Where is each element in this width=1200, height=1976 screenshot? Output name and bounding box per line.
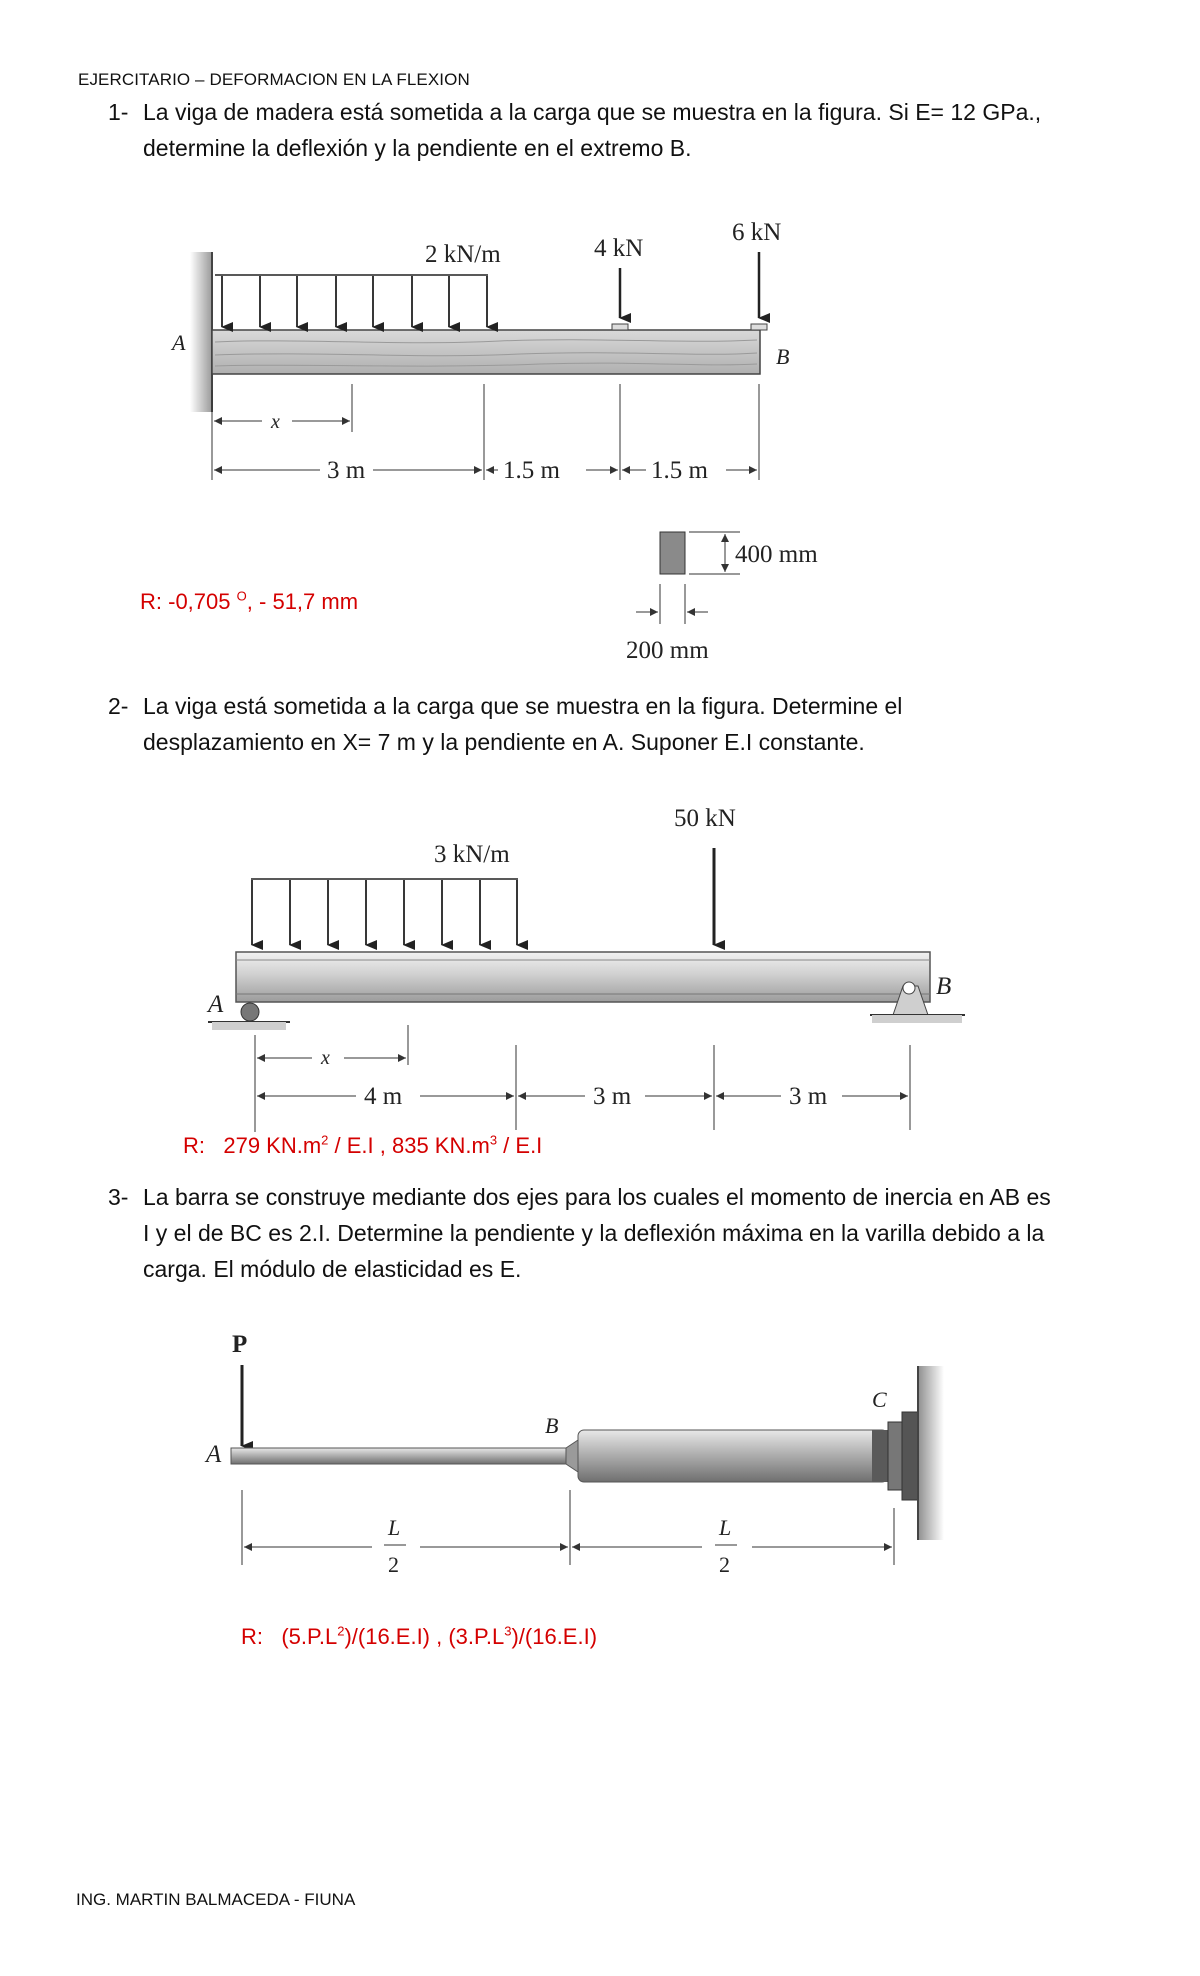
shaft-ab [231,1448,566,1464]
dim-4m: 4 m [364,1083,403,1110]
section-height-label: 400 mm [735,541,818,568]
page-footer: ING. MARTIN BALMACEDA - FIUNA [76,1890,356,1909]
point-load-4kn-label: 4 kN [594,235,644,262]
answer-3-part2-tail: )/(16.E.I) [511,1624,598,1649]
answer-1-prefix: R: [140,589,162,614]
dim-l-num-1: L [388,1515,401,1540]
dim-l-den-1: 2 [388,1552,399,1577]
answer-1-degree: O [236,588,247,604]
point-load-6kn-label: 6 kN [732,219,782,246]
problem-3-line3: carga. El módulo de elasticidad es E. [143,1256,522,1282]
answer-1-sep: , [246,589,253,614]
answer-3-exp1: 2 [337,1623,345,1639]
dim-1-5m-b: 1.5 m [651,457,708,484]
load-p-label: P [232,1331,248,1358]
problem-1-line2: determine la deflexión y la pendiente en el extremo B. [143,135,692,161]
label-b-2: B [936,973,952,1000]
dim-3m-a: 3 m [593,1083,632,1110]
answer-1-slope: -0,705 [168,589,231,614]
problem-3-line1: La barra se construye mediante dos ejes para los cuales el momento de inercia en AB es [143,1184,1051,1210]
answer-2-exp1: 2 [321,1132,329,1148]
point-load-50kn-label: 50 kN [674,805,736,832]
problem-2-line1: La viga está sometida a la carga que se muestra en la figura. Determine el [143,693,903,719]
answer-2-exp2: 3 [489,1132,498,1148]
answer-3-exp2: 3 [504,1623,512,1639]
label-b-3: B [545,1413,559,1438]
answer-2-part1-tail: / E.I , 835 KN.m [334,1133,490,1158]
answer-3-prefix: R: [241,1624,263,1649]
label-b: B [776,344,790,369]
problem-1-line1: La viga de madera está sometida a la carga que se muestra en la figura. Si E= 12 GPa., [143,99,1042,125]
problem-3-number: 3- [108,1184,129,1210]
label-a: A [172,330,186,355]
dim-1-5m-a: 1.5 m [503,457,560,484]
answer-3 [241,1624,597,1650]
page-header: EJERCITARIO – DEFORMACION EN LA FLEXION [78,70,470,89]
answer-2-prefix: R: [183,1133,205,1158]
answer-3-part1: (5.P.L [281,1624,338,1649]
dim-3m: 3 m [327,457,366,484]
label-x: x [271,411,280,433]
fixed-support-wall-c [918,1366,944,1540]
dim-l-num-2: L [719,1515,732,1540]
dim-3m-b: 3 m [789,1083,828,1110]
section-width-label: 200 mm [626,637,709,664]
answer-1-deflection: - 51,7 mm [259,589,359,614]
problem-2-number: 2- [108,693,129,719]
dim-l-den-2: 2 [719,1552,730,1577]
problem-3-line2: I y el de BC es 2.I. Determine la pendiente y la deflexión máxima en la varilla debido a la [143,1220,1045,1246]
dist-load-label-2: 3 kN/m [434,841,510,868]
problem-2-line2: desplazamiento en X= 7 m y la pendiente en A. Suponer E.I constante. [143,729,865,755]
label-c-3: C [872,1387,887,1412]
answer-3-part1-tail: )/(16.E.I) , (3.P.L [344,1624,505,1649]
problem-1-number: 1- [108,99,129,125]
label-x-2: x [321,1047,330,1069]
answer-2-part1: 279 KN.m [223,1133,322,1158]
dist-load-label: 2 kN/m [425,241,501,268]
label-a-3: A [206,1441,222,1468]
shaft-bc [578,1430,888,1482]
answer-2-part2-tail: / E.I [503,1133,543,1158]
label-a-2: A [208,991,224,1018]
